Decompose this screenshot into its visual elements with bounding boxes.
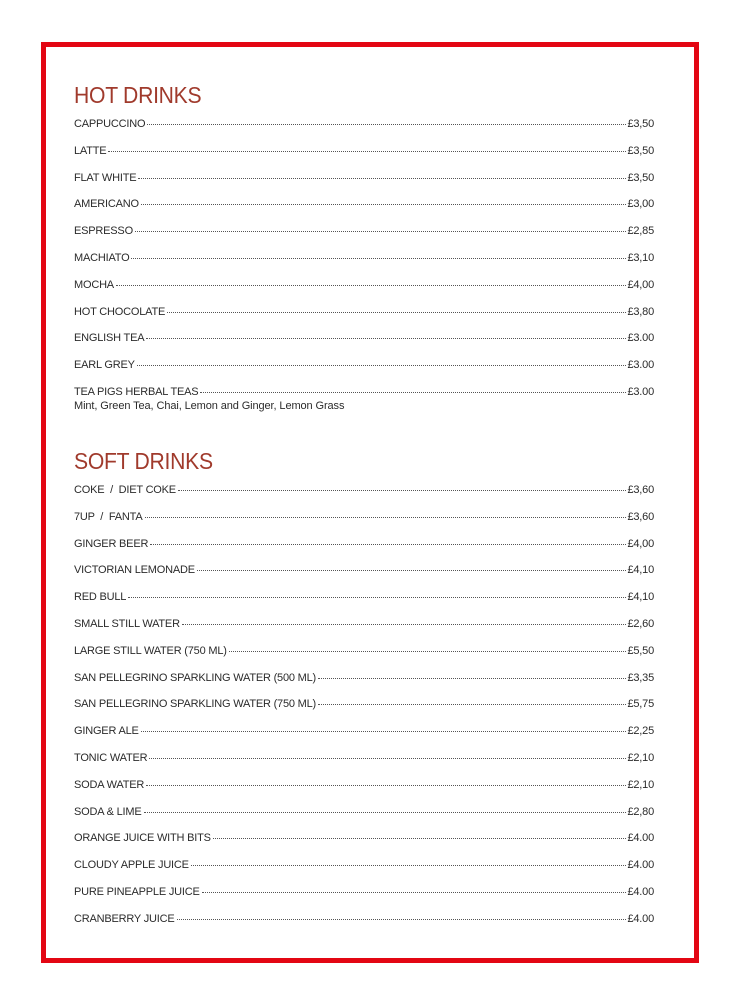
menu-item-row	[74, 358, 654, 372]
menu-item-row	[74, 510, 654, 524]
dotted-leader	[108, 151, 626, 152]
menu-item-row	[74, 144, 654, 158]
item-price: £3,50	[627, 171, 654, 184]
item-price: £3,60	[627, 484, 654, 496]
menu-item-list	[74, 483, 654, 939]
item-name: VICTORIAN LEMONADE	[74, 564, 195, 577]
menu-item-row	[74, 563, 654, 577]
item-price: £3,50	[627, 118, 654, 130]
menu-item	[74, 644, 654, 671]
item-name: RED BULL	[74, 591, 127, 604]
item-price: £3,10	[627, 251, 654, 264]
dotted-leader	[138, 178, 626, 179]
menu-item-row	[74, 617, 654, 631]
menu-item	[74, 563, 654, 590]
dotted-leader	[147, 124, 626, 125]
item-name: GINGER BEER	[74, 537, 149, 550]
menu-item	[74, 697, 654, 724]
menu-item-row	[74, 385, 654, 399]
section-soft-drinks	[74, 447, 654, 939]
item-price: £4,00	[627, 537, 654, 550]
dotted-leader	[145, 517, 627, 518]
item-name: TONIC WATER	[74, 751, 148, 764]
menu-item	[74, 171, 654, 198]
item-name: MACHIATO	[74, 251, 130, 264]
item-name: ORANGE JUICE WITH BITS	[74, 832, 211, 845]
dotted-leader	[128, 597, 626, 598]
menu-item	[74, 671, 654, 698]
item-name: SMALL STILL WATER	[74, 617, 180, 630]
item-price: £3.00	[627, 385, 654, 398]
dotted-leader	[146, 785, 626, 786]
menu-item	[74, 831, 654, 858]
section-hot-drinks	[74, 81, 654, 412]
menu-item	[74, 778, 654, 805]
menu-item	[74, 510, 654, 537]
menu-item	[74, 858, 654, 885]
item-price: £2,10	[627, 778, 654, 791]
item-price: £2,60	[627, 617, 654, 630]
menu-item	[74, 144, 654, 171]
item-price: £3,80	[627, 305, 654, 318]
item-price: £2,80	[627, 805, 654, 818]
dotted-leader	[178, 490, 627, 491]
dotted-leader	[146, 338, 626, 339]
menu-item	[74, 483, 654, 510]
menu-item-row	[74, 197, 654, 211]
menu-item-row	[74, 590, 654, 604]
dotted-leader	[167, 312, 626, 313]
item-price: £4.00	[627, 859, 654, 872]
menu-item-row	[74, 537, 654, 551]
item-price: £4.00	[627, 885, 654, 898]
menu-item-list	[74, 117, 654, 412]
item-name: SAN PELLEGRINO SPARKLING WATER (500 ML)	[74, 671, 317, 684]
menu-item-row	[74, 858, 654, 872]
menu-item-row	[74, 483, 654, 497]
menu-item	[74, 117, 654, 144]
dotted-leader	[191, 865, 627, 866]
dotted-leader	[141, 204, 627, 205]
item-price: £4.00	[627, 832, 654, 845]
item-name: 7UP / FANTA	[74, 510, 143, 523]
section-title: SOFT DRINKS	[74, 448, 213, 474]
item-price: £4.00	[627, 912, 654, 925]
menu-item-row	[74, 697, 654, 711]
item-price: £4,00	[627, 278, 654, 291]
item-name: AMERICANO	[74, 198, 139, 211]
dotted-leader	[144, 812, 627, 813]
item-name: MOCHA	[74, 278, 114, 291]
item-name: SODA & LIME	[74, 805, 142, 818]
item-price: £2,10	[627, 751, 654, 764]
menu-item	[74, 885, 654, 912]
menu-item-row	[74, 278, 654, 292]
item-name: SODA WATER	[74, 778, 145, 791]
menu-item-row	[74, 171, 654, 185]
menu-item	[74, 251, 654, 278]
item-price: £3,35	[627, 671, 654, 684]
menu-item	[74, 537, 654, 564]
menu-item	[74, 197, 654, 224]
item-name: GINGER ALE	[74, 725, 139, 738]
item-name: EARL GREY	[74, 359, 135, 372]
menu-item	[74, 331, 654, 358]
item-name: HOT CHOCOLATE	[74, 305, 166, 318]
dotted-leader	[141, 731, 627, 732]
menu-item-row	[74, 724, 654, 738]
menu-item-row	[74, 251, 654, 265]
item-price: £3,00	[627, 198, 654, 211]
item-price: £3.00	[627, 359, 654, 372]
item-name: LATTE	[74, 144, 107, 157]
menu-item	[74, 751, 654, 778]
item-price: £5,75	[627, 698, 654, 711]
menu-item-row	[74, 831, 654, 845]
menu-item-row	[74, 331, 654, 345]
item-description: Mint, Green Tea, Chai, Lemon and Ginger, Lemon Grass	[74, 399, 345, 412]
dotted-leader	[213, 838, 627, 839]
menu-item-row	[74, 751, 654, 765]
item-price: £4,10	[627, 564, 654, 577]
item-name: CLOUDY APPLE JUICE	[74, 859, 189, 872]
item-price: £2,85	[627, 225, 654, 238]
dotted-leader	[150, 544, 626, 545]
item-name: LARGE STILL WATER (750 ML)	[74, 644, 227, 657]
menu-item	[74, 278, 654, 305]
dotted-leader	[116, 285, 627, 286]
item-name: TEA PIGS HERBAL TEAS	[74, 385, 199, 398]
menu-item-row	[74, 805, 654, 819]
menu-item	[74, 358, 654, 385]
menu-item-row	[74, 644, 654, 658]
menu-item	[74, 305, 654, 332]
dotted-leader	[137, 365, 627, 366]
dotted-leader	[318, 678, 626, 679]
dotted-leader	[200, 392, 626, 393]
menu-item-row	[74, 305, 654, 319]
item-price: £5,50	[627, 644, 654, 657]
dotted-leader	[318, 704, 626, 705]
item-name: FLAT WHITE	[74, 171, 137, 184]
menu-item-row	[74, 117, 654, 131]
item-name: CAPPUCCINO	[74, 118, 146, 130]
item-price: £3,50	[627, 144, 654, 157]
dotted-leader	[197, 570, 627, 571]
menu-item-row	[74, 778, 654, 792]
item-name: COKE / DIET COKE	[74, 484, 176, 496]
item-price: £4,10	[627, 591, 654, 604]
dotted-leader	[202, 892, 627, 893]
item-name: CRANBERRY JUICE	[74, 912, 175, 925]
item-name: PURE PINEAPPLE JUICE	[74, 885, 200, 898]
dotted-leader	[149, 758, 626, 759]
menu-item	[74, 385, 654, 412]
menu-item-row	[74, 671, 654, 685]
menu-item	[74, 724, 654, 751]
dotted-leader	[182, 624, 627, 625]
menu-item-row	[74, 224, 654, 238]
menu-item-row	[74, 885, 654, 899]
dotted-leader	[177, 919, 627, 920]
menu-item	[74, 224, 654, 251]
menu-item-row	[74, 912, 654, 926]
menu-item	[74, 590, 654, 617]
item-name: ESPRESSO	[74, 225, 133, 238]
dotted-leader	[135, 231, 627, 232]
dotted-leader	[229, 651, 627, 652]
item-name: ENGLISH TEA	[74, 332, 145, 345]
item-price: £3.00	[627, 332, 654, 345]
dotted-leader	[131, 258, 626, 259]
menu-item	[74, 617, 654, 644]
item-price: £2,25	[627, 725, 654, 738]
section-title: HOT DRINKS	[74, 82, 202, 108]
menu-item	[74, 912, 654, 939]
menu-item	[74, 805, 654, 832]
item-name: SAN PELLEGRINO SPARKLING WATER (750 ML)	[74, 698, 317, 711]
item-price: £3,60	[627, 510, 654, 523]
